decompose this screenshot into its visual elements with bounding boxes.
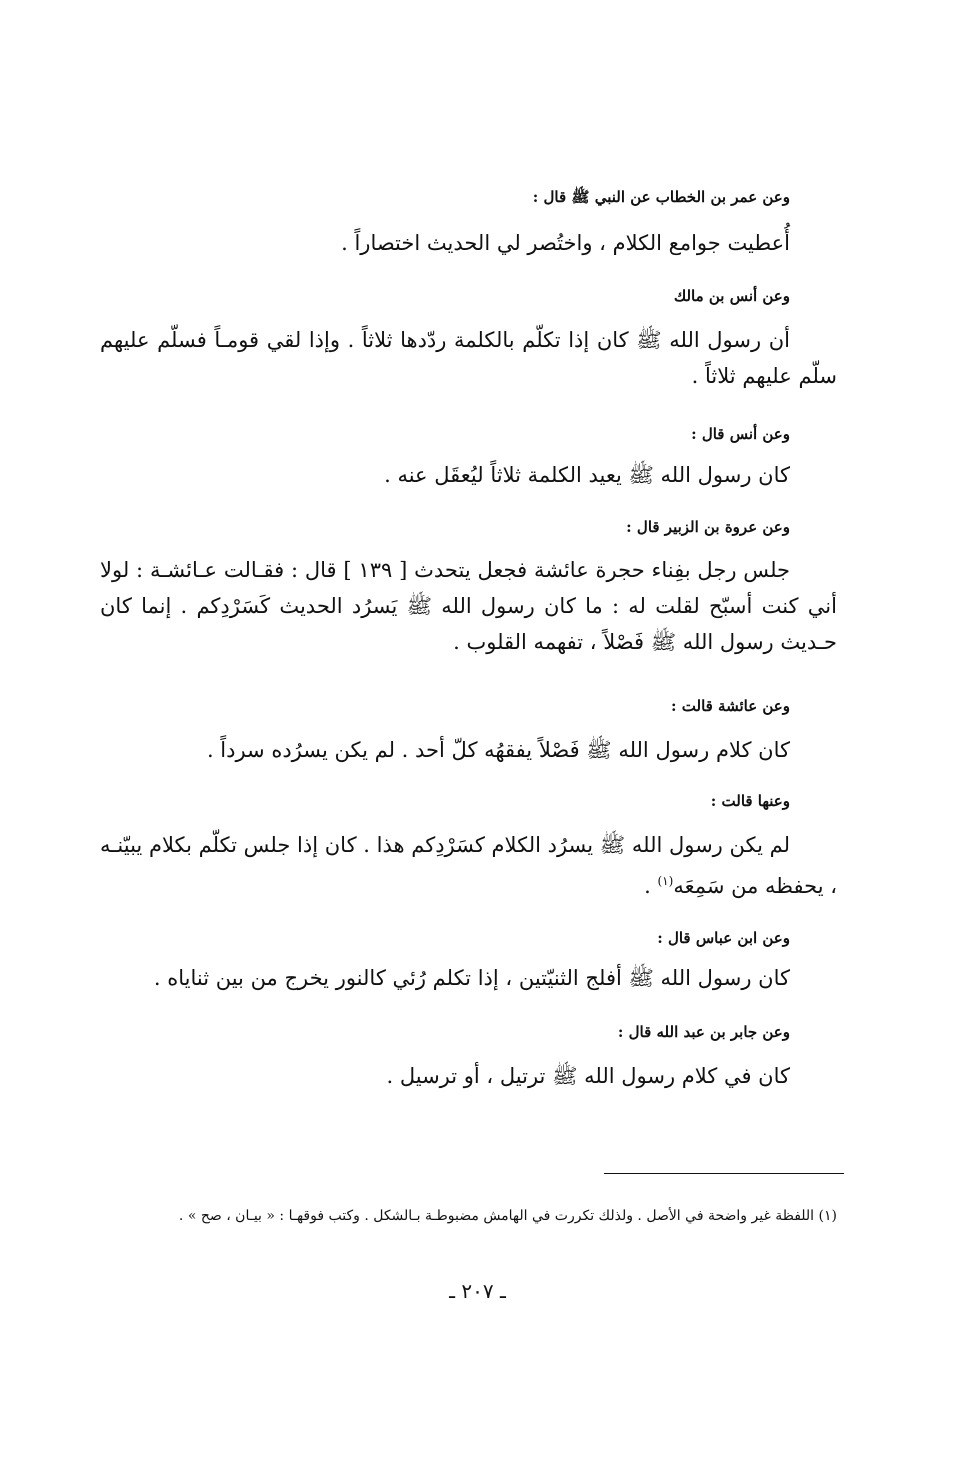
hadith-text: كان رسول الله ﷺ أفلج الثنيّتين ، إذا تكلم رُئي كالنور يخرج من بين ثناياه . (153, 966, 790, 990)
section-heading: وعن ابن عباس قال : (657, 929, 790, 947)
section-heading: وعن عروة بن الزبير قال : (626, 518, 790, 536)
hadith-text-main: لم يكن رسول الله ﷺ يسرُد الكلام كسَرْدِكم هذا . كان إذا جلس تكلّم بكلام يبيّنـه ، يحفظه من سَمِعَه (100, 833, 837, 898)
footnote-divider (604, 1173, 844, 1174)
hadith-text: جلس رجل بفِناء حجرة عائشة فجعل يتحدث [ ١٣٩ ] قال : فقـالت عـائشـة : لولا أني كنت أسبّح لقلت له : ما كان رسول الله ﷺ يَسرُد الحديث كَسَرْدِكم . إنما كان حـديث رسول الله ﷺ فَصْلاً ، تفهمه القلوب . (100, 558, 837, 654)
hadith-text: كان رسول الله ﷺ يعيد الكلمة ثلاثاً ليُعقَل عنه . (384, 463, 790, 487)
section-heading: وعن عمر بن الخطاب عن النبي ﷺ قال : (532, 188, 790, 206)
footnote: (١) اللفظة غير واضحة في الأصل . ولذلك تكررت في الهامش مضبوطـة بـالشكل . وكتب فوقهـا : « بيـان ، صح » . (178, 1208, 837, 1224)
hadith-text: أن رسول الله ﷺ كان إذا تكلّم بالكلمة ردّدها ثلاثاً . وإذا لقي قومـاً فسلّم عليهم سلّم عليهم ثلاثاً . (100, 328, 837, 388)
hadith-text-end: . (644, 874, 658, 898)
page-number: ـ ٢٠٧ ـ (449, 1279, 506, 1303)
hadith-text: كان في كلام رسول الله ﷺ ترتيل ، أو ترسيل . (386, 1064, 790, 1088)
section-heading: وعن جابر بن عبد الله قال : (617, 1023, 790, 1041)
section-heading: وعنها قالت : (710, 792, 790, 810)
hadith-text: كان كلام رسول الله ﷺ فَصْلاً يفقهُه كلّ أحد . لم يكن يسرُده سرداً . (206, 738, 790, 762)
hadith-text: أُعطيت جوامع الكلام ، واختُصر لي الحديث اختصاراً . (341, 231, 790, 255)
section-heading: وعن عائشة قالت : (671, 697, 790, 715)
section-heading: وعن أنس قال : (691, 425, 790, 443)
hadith-text (100, 827, 837, 904)
footnote-ref: (١) (657, 874, 674, 888)
section-heading: وعن أنس بن مالك (673, 287, 790, 305)
